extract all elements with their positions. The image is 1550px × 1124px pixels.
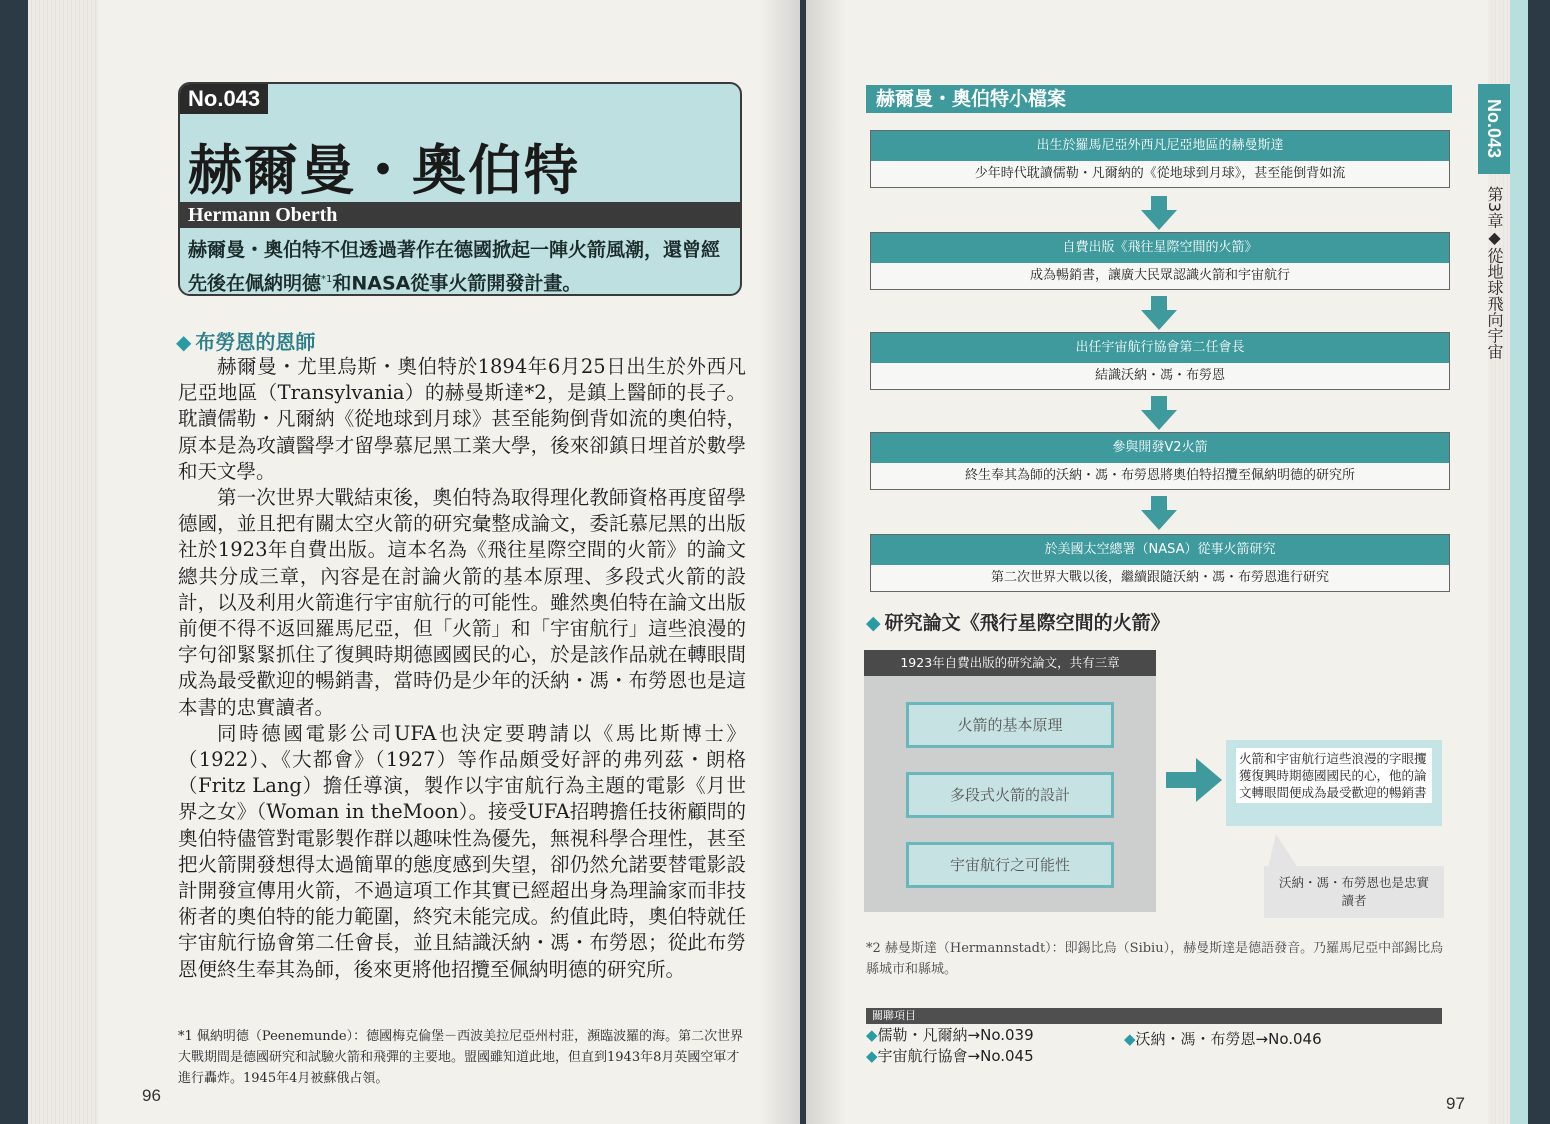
arrow-down-icon — [1141, 396, 1177, 430]
timeline-event: 出任宇宙航行協會第二任會長 — [871, 333, 1449, 363]
timeline-detail: 結識沃納・馮・布勞恩 — [871, 363, 1449, 389]
timeline-event: 參與開發V2火箭 — [871, 433, 1449, 463]
title-summary: 赫爾曼・奧伯特不但透過著作在德國掀起一陣火箭風潮，還曾經先後在佩納明德$^{*1}$和NASA從事火箭開發計畫。 — [188, 239, 721, 295]
timeline-box — [870, 232, 1450, 290]
section-heading: ◆ 布勞恩的恩師 — [176, 330, 316, 354]
left-page — [28, 0, 800, 1124]
body-text — [178, 354, 746, 983]
title-box — [178, 82, 742, 296]
bubble-tail — [1268, 834, 1298, 868]
diamond-icon: ◆ — [176, 330, 192, 354]
paragraph: 同時德國電影公司UFA也決定要聘請以《馬比斯博士》（1922）、《大都會》（1927）等作品頗受好評的弗列茲・朗格（Fritz Lang）擔任導演，製作以宇宙航行為主題的電影《月世界之女》（Woman in theMoon）。接受UFA招聘擔任技術顧問的奧伯特儘管對電影製作群以趣味性為優先，無視科學合理性，甚至把火箭開發想得太過簡單的態度感到失望，卻仍然允諾要替電影設計開發宣傳用火箭，不過這項工作其實已經超出身為理論家而非技術者的奧伯特的能力範圍，終究未能完成。約值此時，奧伯特就任宇宙航行協會第二任會長，並且結識沃納・馮・布勞恩；從此布勞恩便終生奉其為師，後來更將他招攬至佩納明德的研究所。 — [178, 721, 746, 981]
related-label: 關聯項目 — [872, 1009, 916, 1022]
page-number: 97 — [1446, 1094, 1465, 1113]
timeline-detail: 第二次世界大戰以後，繼續跟隨沃納・馮・布勞恩進行研究 — [871, 565, 1449, 591]
related-link[interactable]: ◆儒勒・凡爾納→No.039 — [866, 1026, 1034, 1044]
timeline-box — [870, 534, 1450, 592]
arrow-down-icon — [1141, 196, 1177, 230]
timeline-box — [870, 432, 1450, 490]
diamond-icon: ◆ — [866, 612, 881, 634]
entry-number-badge: No.043 — [180, 84, 268, 114]
page-title: 赫爾曼・奧伯特 — [188, 139, 580, 202]
section-heading: ◆ 研究論文《飛行星際空間的火箭》 — [866, 612, 1170, 634]
paragraph: 第一次世界大戰結束後，奧伯特為取得理化教師資格再度留學德國，並且把有關太空火箭的研究彙整成論文，委託慕尼黑的出版社於1923年自費出版。這本名為《飛往星際空間的火箭》的論文總共分成三章，內容是在討論火箭的基本原理、多段式火箭的設計，以及利用火箭進行宇宙航行的可能性。雖然奧伯特在論文出版前便不得不返回羅馬尼亞，但「火箭」和「宇宙航行」這些浪漫的字句卻緊緊抓住了復興時期德國國民的心，於是該作品就在轉眼間成為最受歡迎的暢銷書，當時仍是少年的沃納・馮・布勞恩也是這本書的忠實讀者。 — [178, 486, 746, 719]
paper-panel-title: 1923年自費出版的研究論文，共有三章 — [864, 650, 1156, 676]
timeline-event: 自費出版《飛往星際空間的火箭》 — [871, 233, 1449, 263]
diamond-icon: ◆ — [866, 1026, 878, 1044]
chapter-box: 火箭的基本原理 — [906, 702, 1114, 748]
related-link[interactable]: ◆宇宙航行協會→No.045 — [866, 1047, 1034, 1065]
diamond-icon: ◆ — [866, 1047, 878, 1065]
chapter-box: 宇宙航行之可能性 — [906, 842, 1114, 888]
timeline-detail: 少年時代耽讀儒勒・凡爾納的《從地球到月球》，甚至能倒背如流 — [871, 161, 1449, 187]
footnote: *2 赫曼斯達（Hermannstadt）：即錫比烏（Sibiu），赫曼斯達是德語發音。乃羅馬尼亞中部錫比烏縣城市和縣城。 — [866, 941, 1444, 977]
diamond-icon: ◆ — [1124, 1030, 1136, 1048]
page-number: 96 — [142, 1086, 161, 1105]
footnote: *1 佩納明德（Peenemunde）：德國梅克倫堡－西波美拉尼亞州村莊，瀕臨波羅的海。第二次世界大戰期間是德國研究和試驗火箭和飛彈的主要地。盟國雖知道此地，但直到1943年8月英國空軍才進行轟炸。1945年4月被蘇俄占領。 — [178, 1029, 744, 1086]
arrow-down-icon — [1141, 296, 1177, 330]
result-box — [1226, 740, 1442, 826]
timeline-box — [870, 332, 1450, 390]
side-tab-number: No.043 — [1478, 84, 1510, 174]
timeline-event: 出生於羅馬尼亞外西凡尼亞地區的赫曼斯達 — [871, 131, 1449, 161]
result-text: 火箭和宇宙航行這些浪漫的字眼攫獲復興時期德國國民的心，他的論文轉眼間便成為最受歡迎的暢銷書 — [1236, 748, 1432, 803]
timeline-detail: 終生奉其為師的沃納・馮・布勞恩將奧伯特招攬至佩納明德的研究所 — [871, 463, 1449, 489]
related-link[interactable]: ◆沃納・馮・布勞恩→No.046 — [1124, 1030, 1322, 1048]
right-page — [806, 0, 1528, 1124]
related-bar — [866, 1008, 1442, 1024]
side-chapter-label: 第3章◆從地球飛向宇宙 — [1485, 186, 1504, 360]
english-title: Hermann Oberth — [188, 204, 338, 226]
timeline-box — [870, 130, 1450, 188]
note-bubble: 沃納・馮・布勞恩也是忠實讀者 — [1264, 866, 1444, 918]
arrow-right-icon — [1166, 758, 1222, 802]
arrow-down-icon — [1141, 496, 1177, 530]
timeline-detail: 成為暢銷書，讓廣大民眾認識火箭和宇宙航行 — [871, 263, 1449, 289]
timeline-event: 於美國太空總署（NASA）從事火箭研究 — [871, 535, 1449, 565]
paragraph: 赫爾曼・尤里烏斯・奧伯特於1894年6月25日出生於外西凡尼亞地區（Transylvania）的赫曼斯達*2，是鎮上醫師的長子。耽讀儒勒・凡爾納《從地球到月球》甚至能夠倒背如流的奧伯特，原本是為攻讀醫學才留學慕尼黑工業大學，後來卻鎮日埋首於數學和天文學。 — [178, 355, 746, 483]
chapter-box: 多段式火箭的設計 — [906, 772, 1114, 818]
profile-title: 赫爾曼・奧伯特小檔案 — [876, 88, 1067, 110]
